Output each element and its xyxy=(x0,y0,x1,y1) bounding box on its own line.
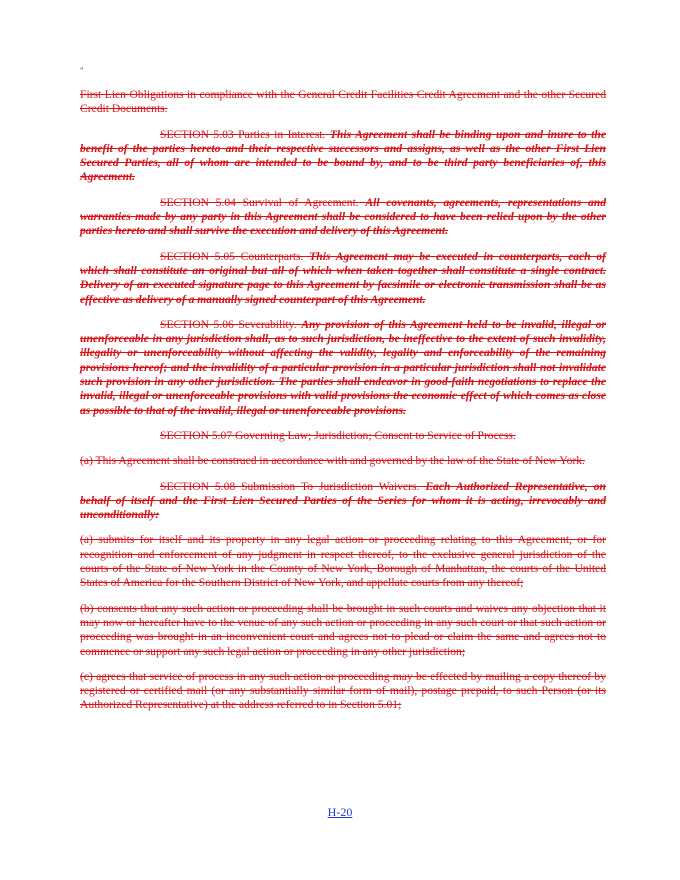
page-number: H-20 xyxy=(327,805,353,819)
section-5-03 xyxy=(80,128,606,185)
section-5-08 xyxy=(80,480,606,523)
section-5-08-body: Each Authorized Representative, on behalf of itself and the First Lien Secured Parties of the Series for whom it is acting, irrevocably and unconditionally: xyxy=(80,479,606,522)
section-5-06 xyxy=(80,318,606,418)
section-5-04-heading: SECTION 5.04 Survival of Agreement. xyxy=(160,195,359,209)
section-5-08-c: (c) agrees that service of process in any such action or proceeding may be effected by mailing a copy thereof by registered or certified mail (or any substantially similar form of mail), postage prepaid, to such Person (or its Authorized Representative) at the address referred to in Section 5.01; xyxy=(80,669,606,712)
section-5-06-heading: SECTION 5.06 Severability. xyxy=(160,317,297,331)
document-body xyxy=(80,88,606,724)
section-5-04 xyxy=(80,196,606,239)
section-5-03-body: This Agreement shall be binding upon and inure to the benefit of the parties hereto and their respective successors and assigns, as well as the other First Lien Secured Parties, all of whom are intended to be bound by, and to be third party beneficiaries of, this Agreement. xyxy=(80,127,606,184)
section-5-04-body: All covenants, agreements, representations and warranties made by any party in this Agreement shall be considered to have been relied upon by the other parties hereto and shall survive the execution and delivery of this Agreement. xyxy=(80,195,606,238)
section-5-08-a: (a) submits for itself and its property in any legal action or proceeding relating to this Agreement, or for recognition and enforcement of any judgment in respect thereof, to the exclusive general jurisdiction of the courts of the State of New York in the County of New York, Borough of Manhattan, the courts of the United States of America for the Southern District of New York, and appellate courts from any thereof; xyxy=(80,533,606,590)
section-5-07-heading: SECTION 5.07 Governing Law; Jurisdiction; Consent to Service of Process. xyxy=(160,428,516,442)
change-marker: " xyxy=(80,66,84,76)
section-5-05-heading: SECTION 5.05 Counterparts. xyxy=(160,249,304,263)
section-5-05 xyxy=(80,250,606,307)
section-5-08-b: (b) consents that any such action or proceeding shall be brought in such courts and waives any objection that it may now or hereafter have to the venue of any such action or proceeding in any such court or that such action or proceeding was brought in an inconvenient court and agrees not to plead or claim the same and agrees not to commence or support any such legal action or proceeding in any other jurisdiction; xyxy=(80,601,606,658)
paragraph-continuation: First Lien Obligations in compliance with the General Credit Facilities Credit Agreement and the other Secured Credit Documents. xyxy=(80,88,606,116)
section-5-03-heading: SECTION 5.03 Parties in Interest. xyxy=(160,127,326,141)
section-5-05-body: This Agreement may be executed in counterparts, each of which shall constitute an original but all of which when taken together shall constitute a single contract. Delivery of an executed signature page to this Agreement by facsimile or electronic transmission shall be as effective as delivery of a manually signed counterpart of this Agreement. xyxy=(80,249,606,306)
section-5-06-body: Any provision of this Agreement held to be invalid, illegal or unenforceable in any jurisdiction shall, as to such jurisdiction, be ineffective to the extent of such invalidity, illegality or unenforceability without affecting the validity, legality and enforceability of the remaining provisions hereof; and the invalidity of a particular provision in a particular jurisdiction shall not invalidate such provision in any other jurisdiction. The parties shall endeavor in good-faith negotiations to replace the invalid, illegal or unenforceable provisions with valid provisions the economic effect of which comes as close as possible to that of the invalid, illegal or unenforceable provisions. xyxy=(80,317,607,417)
section-5-07-a: (a) This Agreement shall be construed in accordance with and governed by the law of the State of New York. xyxy=(80,454,585,468)
section-5-08-heading: SECTION 5.08 Submission To Jurisdiction Waivers. xyxy=(160,479,420,493)
